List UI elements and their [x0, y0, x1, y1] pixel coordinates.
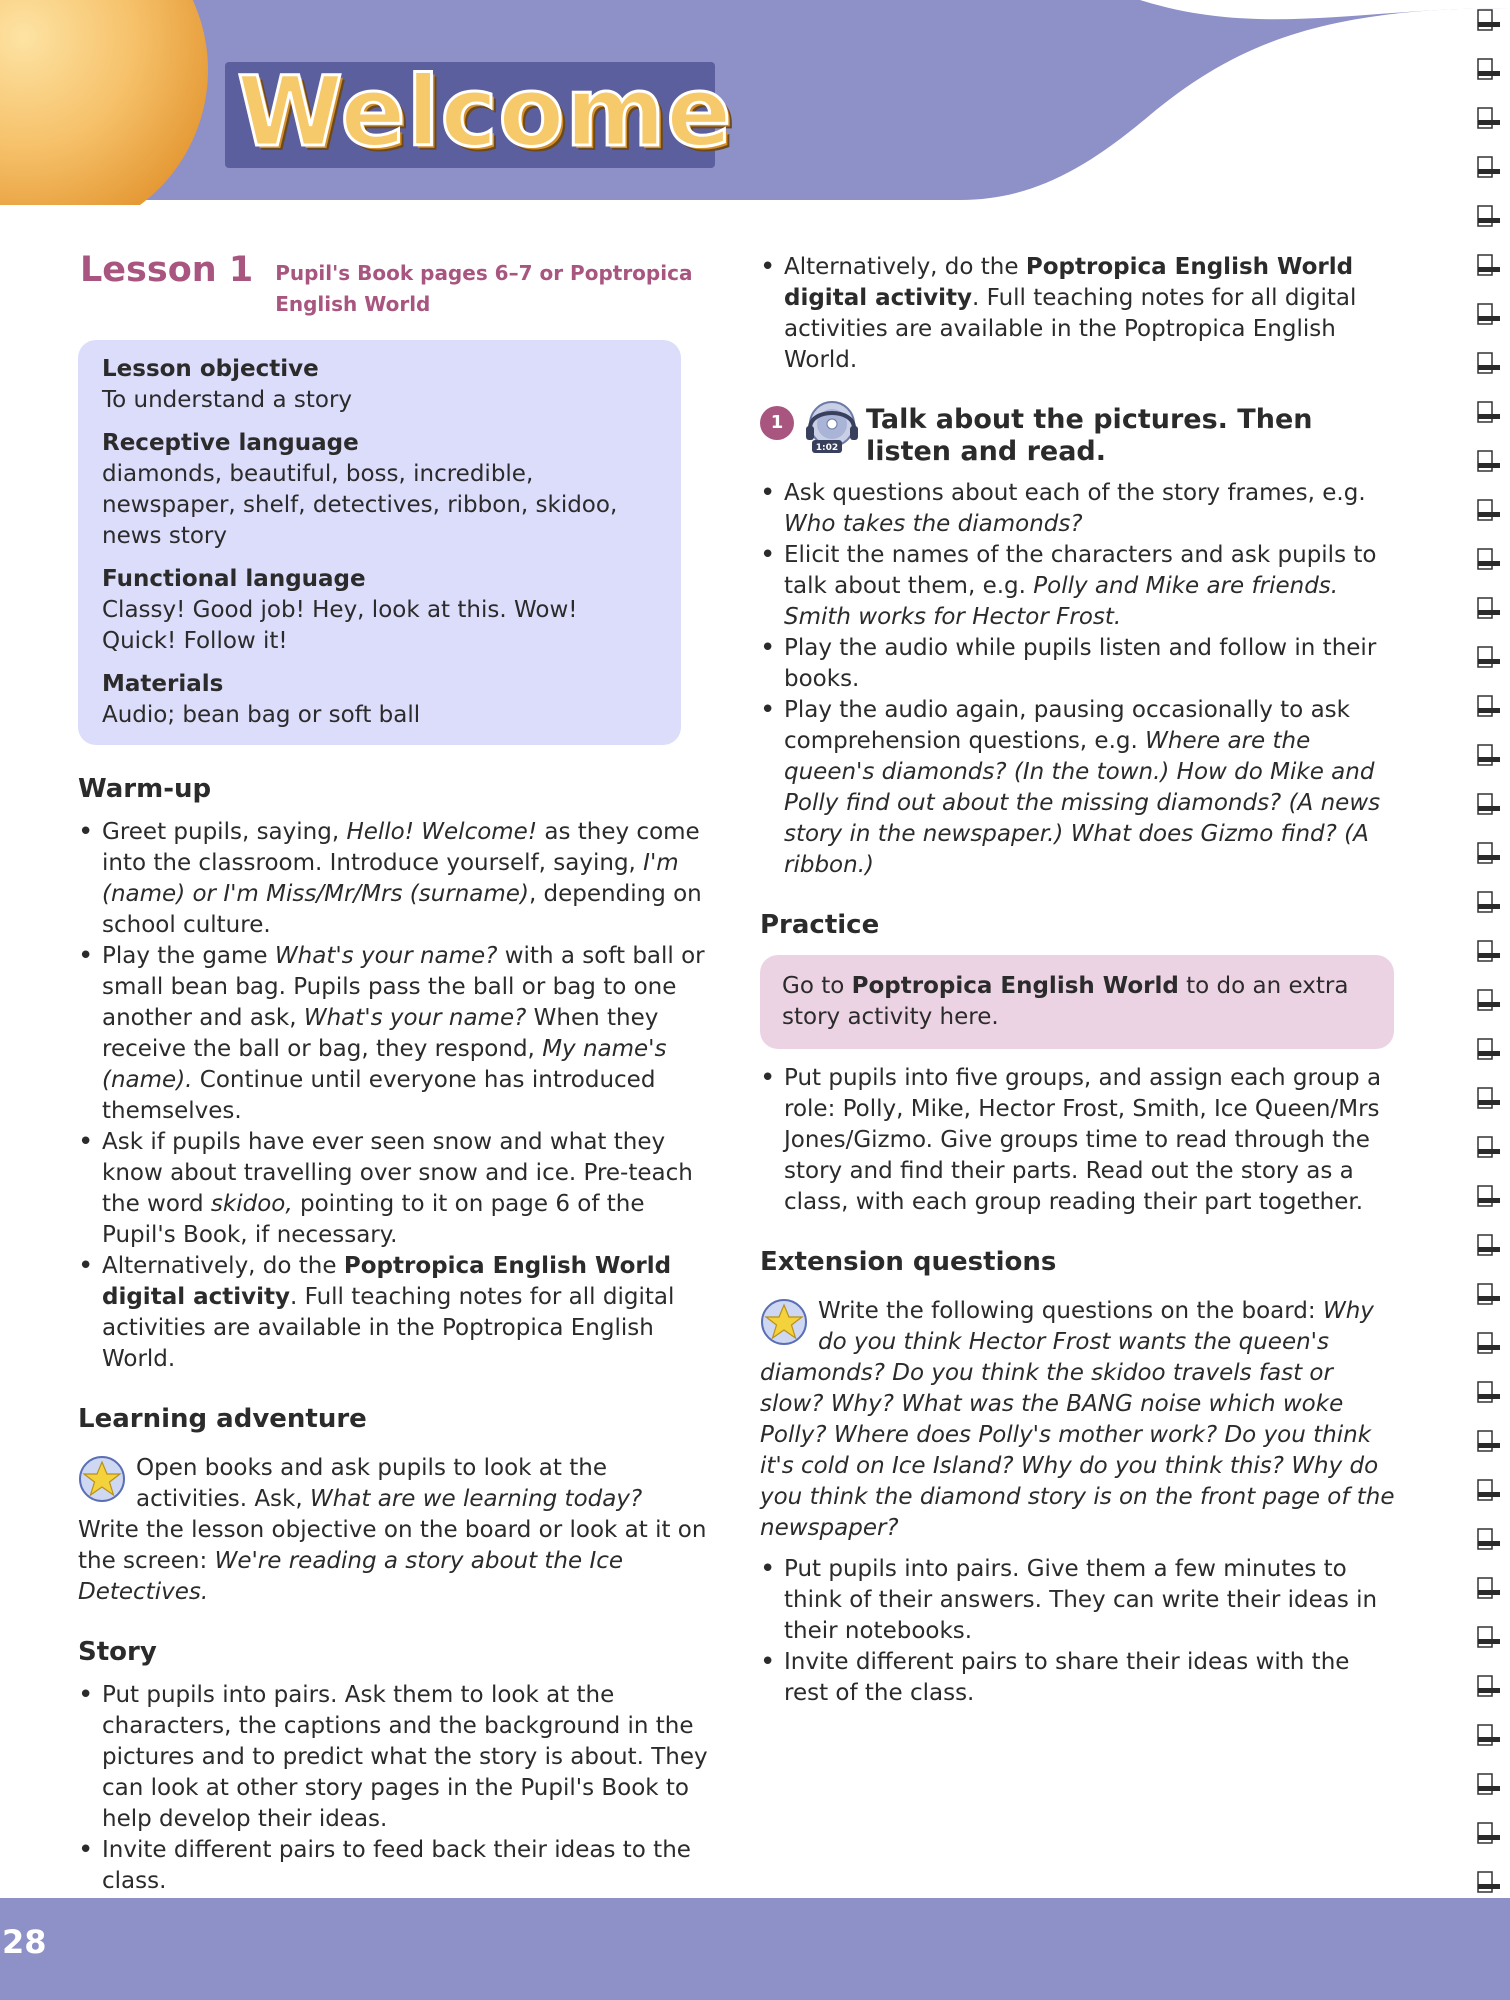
- star-icon: [78, 1455, 126, 1503]
- receptive-heading: Receptive language: [102, 430, 359, 456]
- list-item: • Play the audio while pupils listen and follow in their books.: [760, 633, 1396, 695]
- page-number: 28: [2, 1923, 47, 1961]
- list-item: • Put pupils into pairs. Give them a few minutes to think of their answers. They can write their ideas in their notebooks.: [760, 1554, 1396, 1647]
- materials-heading: Materials: [102, 671, 224, 697]
- welcome-title-banner: [225, 56, 733, 168]
- list-item: • Play the game What's your name? with a soft ball or small bean bag. Pupils pass the ball or bag to one another and ask, What's your name? When they receive the ball or bag, they respond, My name's (name). Continue until everyone has introduced themselves.: [78, 941, 708, 1127]
- star-icon: [760, 1298, 808, 1346]
- list-item: • Elicit the names of the characters and ask pupils to talk about them, e.g. Polly and Mike are friends. Smith works for Hector Frost.: [760, 540, 1396, 633]
- functional-heading: Functional language: [102, 566, 366, 592]
- binding-ring: [1478, 843, 1500, 863]
- learning-adventure-heading: Learning adventure: [78, 1404, 367, 1434]
- list-item: • Ask if pupils have ever seen snow and what they know about travelling over snow and ice. Pre-teach the word skidoo, pointing to it on page 6 of the Pupil's Book, if necessary.: [78, 1127, 708, 1251]
- binding-ring: [1478, 1774, 1500, 1794]
- binding-ring: [1478, 1382, 1500, 1402]
- extension-section: [760, 1244, 1396, 1709]
- practice-list: [760, 1063, 1396, 1218]
- story-list: [78, 1680, 708, 1897]
- binding-ring: [1478, 598, 1500, 618]
- extension-list: [760, 1554, 1396, 1709]
- learning-adventure-section: [78, 1401, 708, 1608]
- warmup-heading: Warm-up: [78, 774, 212, 804]
- binding-ring: [1478, 304, 1500, 324]
- spiral-binding: [1476, 0, 1510, 2000]
- binding-ring: [1478, 10, 1500, 30]
- binding-ring: [1478, 451, 1500, 471]
- binding-ring: [1478, 255, 1500, 275]
- receptive-text: diamonds, beautiful, boss, incredible, newspaper, shelf, detectives, ribbon, skidoo, news story: [102, 461, 618, 549]
- binding-ring: [1478, 500, 1500, 520]
- page-title: Welcome: [237, 56, 733, 168]
- binding-ring: [1478, 794, 1500, 814]
- practice-heading: Practice: [760, 910, 880, 940]
- binding-ring: [1478, 941, 1500, 961]
- extension-para: Write the following questions on the board: Why do you think Hector Frost wants the queen's diamonds? Do you think the skidoo travels fast or slow? Why? What was the BANG noise which woke Polly? Where does Polly's mother work? Do you think it's cold on Ice Island? Why do you think this? Why do you think the diamond story is on the front page of the newspaper?: [760, 1298, 1395, 1541]
- left-column: [78, 248, 708, 1897]
- binding-ring: [1478, 1627, 1500, 1647]
- track-time: 1:02: [815, 443, 839, 453]
- objective-heading: Lesson objective: [102, 356, 319, 382]
- materials-text: Audio; bean bag or soft ball: [102, 702, 421, 728]
- learning-adventure-para: Open books and ask pupils to look at the activities. Ask, What are we learning today? Write the lesson objective on the board or look at it on the screen: We're reading a story about the Ice Detectives.: [78, 1455, 707, 1605]
- intro-list: [760, 252, 1396, 376]
- list-item: • Play the audio again, pausing occasionally to ask comprehension questions, e.g. Where are the queen's diamonds? (In the town.) How do Mike and Polly find out about the missing diamonds? (A news story in the newspaper.) What does Gizmo find? (A ribbon.): [760, 695, 1396, 881]
- story-section: [78, 1634, 708, 1897]
- binding-ring: [1478, 1676, 1500, 1696]
- lesson-header: [80, 248, 708, 320]
- list-item: • Ask questions about each of the story frames, e.g. Who takes the diamonds?: [760, 478, 1396, 540]
- binding-ring: [1478, 745, 1500, 765]
- practice-box: Go to Poptropica English World to do an extra story activity here.: [760, 955, 1394, 1049]
- list-item: • Put pupils into pairs. Ask them to look at the characters, the captions and the background in the pictures and to predict what the story is about. They can look at other story pages in the Pupil's Book to help develop their ideas.: [78, 1680, 708, 1835]
- binding-ring: [1478, 1235, 1500, 1255]
- binding-ring: [1478, 1039, 1500, 1059]
- binding-ring: [1478, 1480, 1500, 1500]
- extension-heading: Extension questions: [760, 1247, 1057, 1277]
- task-1-header: [760, 398, 1396, 468]
- binding-ring: [1478, 892, 1500, 912]
- binding-ring: [1478, 1284, 1500, 1304]
- binding-ring: [1478, 1186, 1500, 1206]
- binding-ring: [1478, 402, 1500, 422]
- binding-ring: [1478, 1725, 1500, 1745]
- binding-ring: [1478, 1137, 1500, 1157]
- story-heading: Story: [78, 1637, 157, 1667]
- binding-ring: [1478, 1333, 1500, 1353]
- binding-ring: [1478, 1823, 1500, 1843]
- lesson-objective-box: [78, 340, 681, 745]
- binding-ring: [1478, 1578, 1500, 1598]
- audio-cd-icon: [796, 398, 858, 454]
- warmup-list: [78, 817, 708, 1375]
- binding-ring: [1478, 549, 1500, 569]
- list-item: • Alternatively, do the Poptropica English World digital activity. Full teaching notes for all digital activities are available in the Poptropica English World.: [78, 1251, 708, 1375]
- list-item: • Invite different pairs to share their ideas with the rest of the class.: [760, 1647, 1396, 1709]
- objective-text: To understand a story: [102, 387, 353, 413]
- task-number-badge: 1: [760, 406, 794, 440]
- list-item: • Invite different pairs to feed back their ideas to the class.: [78, 1835, 708, 1897]
- binding-ring: [1478, 1529, 1500, 1549]
- task-1-list: [760, 478, 1396, 881]
- binding-ring: [1478, 206, 1500, 226]
- binding-ring: [1478, 108, 1500, 128]
- binding-ring: [1478, 1431, 1500, 1451]
- practice-section: [760, 907, 1396, 1218]
- task-1-title: Talk about the pictures. Then listen and read.: [866, 404, 1313, 467]
- footer-band: [0, 1898, 1510, 2000]
- binding-ring: [1478, 647, 1500, 667]
- binding-ring: [1478, 353, 1500, 373]
- lesson-label: Lesson 1: [80, 250, 254, 290]
- warmup-section: [78, 771, 708, 1375]
- list-item: • Greet pupils, saying, Hello! Welcome! as they come into the classroom. Introduce yourself, saying, I'm (name) or I'm Miss/Mr/Mrs (surname), depending on school culture.: [78, 817, 708, 941]
- binding-ring: [1478, 59, 1500, 79]
- binding-ring: [1478, 1872, 1500, 1892]
- list-item: • Put pupils into five groups, and assign each group a role: Polly, Mike, Hector Frost, Smith, Ice Queen/Mrs Jones/Gizmo. Give groups time to read through the story and find their parts. Read out the story as a class, with each group reading their part together.: [760, 1063, 1396, 1218]
- functional-text: Classy! Good job! Hey, look at this. Wow! Quick! Follow it!: [102, 597, 578, 654]
- binding-ring: [1478, 157, 1500, 177]
- binding-ring: [1478, 990, 1500, 1010]
- list-item: • Alternatively, do the Poptropica English World digital activity. Full teaching notes for all digital activities are available in the Poptropica English World.: [760, 252, 1396, 376]
- binding-ring: [1478, 1088, 1500, 1108]
- right-column: [760, 252, 1396, 1709]
- binding-ring: [1478, 696, 1500, 716]
- lesson-pages: Pupil's Book pages 6–7 or Poptropica English World: [275, 261, 693, 316]
